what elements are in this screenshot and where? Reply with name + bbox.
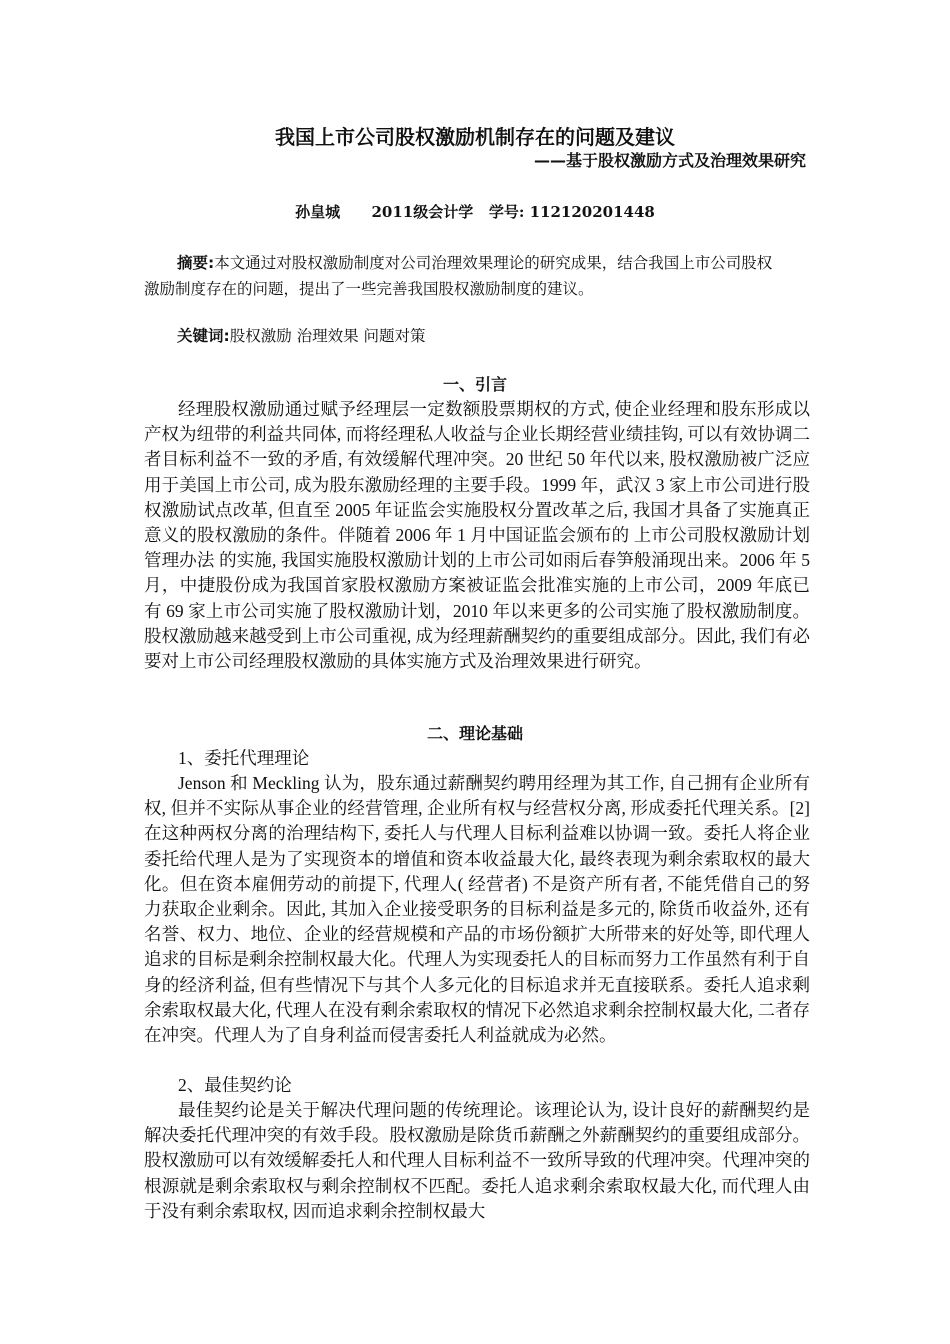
section-heading-intro: 一、引言 bbox=[442, 375, 507, 394]
optimal-contract-paragraph: 最佳契约论是关于解决代理问题的传统理论。该理论认为, 设计良好的薪酬契约是解决委托代理冲突的有效手段。股权激励是除货币薪酬之外薪酬契约的重要组成部分。股权激励可以有效缓解委托人和代理人目标利益不一致所导致的代理冲突。代理冲突的根源就是剩余索取权与剩余控制权不匹配。委托人追求剩余索取权最大化, 而代理人由于没有剩余索取权, 因而追求剩余控制权最大 bbox=[144, 1100, 810, 1221]
optimal-contract-body bbox=[144, 1098, 810, 1224]
intro-body bbox=[144, 397, 810, 674]
abstract bbox=[144, 250, 784, 302]
keywords bbox=[177, 325, 426, 347]
abstract-text: 本文通过对股权激励制度对公司治理效果理论的研究成果，结合我国上市公司股权激励制度存在的问题，提出了一些完善我国股权激励制度的建议。 bbox=[144, 254, 773, 298]
document-subtitle: ——基于股权激励方式及治理效果研究 bbox=[533, 151, 806, 170]
agency-theory-body bbox=[144, 771, 810, 1048]
document-title: 我国上市公司股权激励机制存在的问题及建议 bbox=[275, 125, 675, 149]
intro-paragraph: 经理股权激励通过赋予经理层一定数额股票期权的方式, 使企业经理和股东形成以产权为纽带的利益共同体, 而将经理私人收益与企业长期经营业绩挂钩, 可以有效协调二者目标利益不一致的矛盾, 有效缓解代理冲突。20 世纪 50 年代以来, 股权激励被广泛应用于美国上市公司, 成为股东激励经理的主要手段。1999 年，武汉 3 家上市公司进行股权激励试点改革, 但直至 2005 年证监会实施股权分置改革之后, 我国才具备了实施真正意义的股权激励的条件。伴随着 2006 年 1 月中国证监会颁布的 上市公司股权激励计划管理办法 的实施, 我国实施股权激励计划的上市公司如雨后春笋般涌现出来。2006 年 5 月，中捷股份成为我国首家股权激励方案被证监会批准实施的上市公司，2009 年底已有 69 家上市公司实施了股权激励计划，2010 年以来更多的公司实施了股权激励制度。股权激励越来越受到上市公司重视, 成为经理薪酬契约的重要组成部分。因此, 我们有必要对上市公司经理股权激励的具体实施方式及治理效果进行研究。 bbox=[144, 399, 810, 672]
section-heading-theory: 二、理论基础 bbox=[426, 724, 523, 743]
abstract-label: 摘要: bbox=[177, 254, 215, 272]
subheading-agency-theory: 1、委托代理理论 bbox=[178, 748, 310, 768]
subheading-optimal-contract: 2、最佳契约论 bbox=[178, 1075, 292, 1095]
author-line: 孙皇城 2011级会计学 学号: 112120201448 bbox=[295, 203, 655, 221]
keywords-text: 股权激励 治理效果 问题对策 bbox=[229, 327, 426, 345]
agency-theory-paragraph: Jenson 和 Meckling 认为，股东通过薪酬契约聘用经理为其工作, 自己拥有企业所有权, 但并不实际从事企业的经营管理, 企业所有权与经营权分离, 形成委托代理关系。[2] 在这种两权分离的治理结构下, 委托人与代理人目标利益难以协调一致。委托人将企业委托给代理人是为了实现资本的增值和资本收益最大化, 最终表现为剩余索取权的最大化。但在资本雇佣劳动的前提下, 代理人( 经营者) 不是资产所有者, 不能凭借自己的努力获取企业剩余。因此, 其加入企业接受职务的目标利益是多元的, 除货币收益外, 还有名誉、权力、地位、企业的经营规模和产品的市场份额扩大所带来的好处等, 即代理人追求的目标是剩余控制权最大化。代理人为实现委托人的目标而努力工作虽然有利于自身的经济利益, 但有些情况下与其个人多元化的目标追求并无直接联系。委托人追求剩余索取权最大化, 代理人在没有剩余索取权的情况下必然追求剩余控制权最大化, 二者存在冲突。代理人为了自身利益而侵害委托人利益就成为必然。 bbox=[144, 773, 810, 1046]
keywords-label: 关键词: bbox=[177, 327, 230, 345]
abstract-paragraph bbox=[144, 250, 784, 302]
